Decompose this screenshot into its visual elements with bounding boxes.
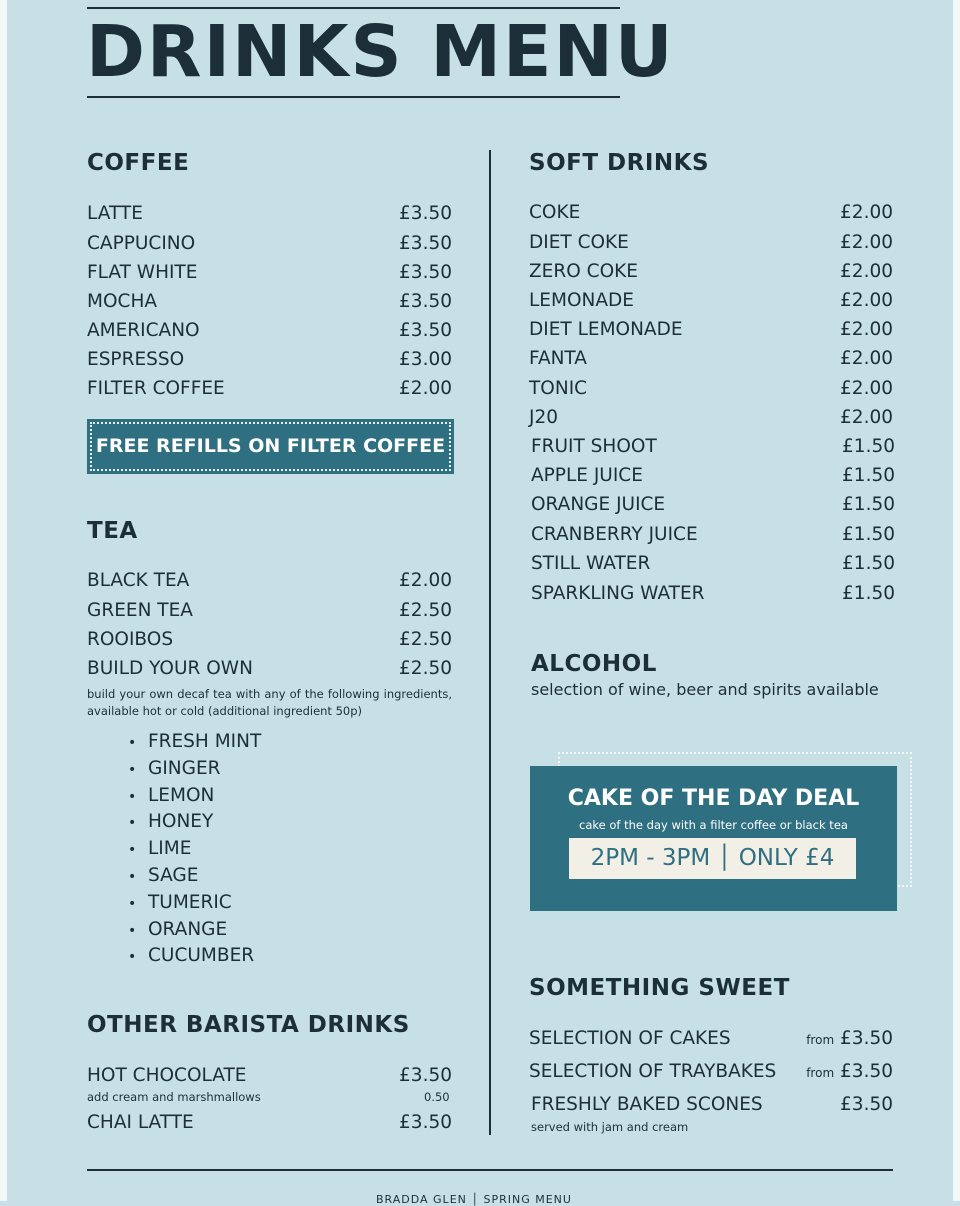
item-name: APPLE JUICE xyxy=(531,465,643,486)
title-rule-top xyxy=(87,7,620,9)
bullet-icon: • xyxy=(128,788,137,805)
ingredient-name: ORANGE xyxy=(148,918,228,940)
ingredient-name: LEMON xyxy=(148,784,215,806)
item-price: £3.50 xyxy=(399,1112,452,1133)
item-price: £3.50 xyxy=(840,1094,893,1115)
item-name: FRESHLY BAKED SCONES xyxy=(531,1094,763,1115)
bullet-icon: • xyxy=(128,842,137,859)
item-name: AMERICANO xyxy=(87,320,200,341)
item-price: £1.50 xyxy=(842,465,895,486)
item-price: £1.50 xyxy=(842,583,895,604)
menu-item xyxy=(531,551,895,577)
menu-item xyxy=(87,318,452,344)
item-name: ROOIBOS xyxy=(87,629,174,650)
item-name: HOT CHOCOLATE xyxy=(87,1065,247,1086)
item-price: £3.50 xyxy=(399,262,452,283)
menu-item xyxy=(87,656,452,682)
bullet-icon: • xyxy=(128,868,137,885)
item-name: DIET COKE xyxy=(529,232,629,253)
hot-chocolate-note: add cream and marshmallows xyxy=(87,1090,261,1104)
menu-item xyxy=(87,289,452,315)
list-item xyxy=(128,783,261,810)
item-name: ZERO COKE xyxy=(529,261,638,282)
menu-item xyxy=(87,201,452,227)
menu-item xyxy=(531,434,895,460)
bullet-icon: • xyxy=(128,949,137,966)
item-price: £2.00 xyxy=(840,407,893,428)
menu-item xyxy=(531,1092,893,1118)
menu-item xyxy=(531,492,895,518)
item-name: J20 xyxy=(529,407,558,428)
ingredient-name: HONEY xyxy=(148,811,214,833)
menu-item xyxy=(531,581,895,607)
hot-chocolate-extra-price: 0.50 xyxy=(424,1090,450,1104)
deal-time-price: 2PM - 3PM │ ONLY £4 xyxy=(569,838,856,879)
item-name: FLAT WHITE xyxy=(87,262,198,283)
item-name: FANTA xyxy=(529,348,587,369)
bullet-icon: • xyxy=(128,735,137,751)
scones-note: served with jam and cream xyxy=(531,1120,689,1134)
deal-title: CAKE OF THE DAY DEAL xyxy=(567,786,860,811)
menu-item xyxy=(531,463,895,489)
item-name: MOCHA xyxy=(87,291,158,312)
bullet-icon: • xyxy=(128,895,137,912)
item-name: ORANGE JUICE xyxy=(531,494,666,515)
item-price: £3.50 xyxy=(840,1061,893,1082)
menu-item xyxy=(529,317,893,343)
menu-item xyxy=(87,347,452,373)
item-name: FILTER COFFEE xyxy=(87,378,225,399)
item-name: SELECTION OF CAKES xyxy=(529,1028,731,1049)
item-price: £2.00 xyxy=(840,261,893,282)
item-price: £2.00 xyxy=(840,202,893,223)
menu-item xyxy=(529,259,893,285)
menu-item xyxy=(87,1110,452,1136)
menu-item xyxy=(531,522,895,548)
item-name: LEMONADE xyxy=(529,290,634,311)
item-price: £3.50 xyxy=(399,320,452,341)
ingredient-list xyxy=(128,729,261,970)
page-edge-right xyxy=(953,0,960,1201)
coffee-heading: COFFEE xyxy=(87,150,190,176)
item-price: £2.50 xyxy=(399,629,452,650)
item-price: £2.00 xyxy=(840,232,893,253)
ingredient-name: CUCUMBER xyxy=(148,945,255,967)
item-name: COKE xyxy=(529,202,581,223)
deal-subtitle: cake of the day with a filter coffee or black tea xyxy=(579,818,848,832)
list-item xyxy=(128,729,261,756)
menu-item xyxy=(529,1026,893,1052)
item-price: £3.50 xyxy=(399,203,452,224)
item-name: GREEN TEA xyxy=(87,600,193,621)
menu-item xyxy=(87,1063,452,1089)
menu-item xyxy=(529,346,893,372)
barista-heading: OTHER BARISTA DRINKS xyxy=(87,1012,410,1038)
menu-item xyxy=(529,230,893,256)
menu-item xyxy=(529,200,893,226)
list-item xyxy=(128,863,261,890)
menu-item xyxy=(529,288,893,314)
item-price: £3.00 xyxy=(399,349,452,370)
tea-heading: TEA xyxy=(87,518,138,544)
item-price: £2.50 xyxy=(399,600,452,621)
ingredient-name: FRESH MINT xyxy=(148,731,262,752)
item-price: £3.50 xyxy=(399,233,452,254)
item-price: £2.00 xyxy=(840,378,893,399)
list-item xyxy=(128,943,261,970)
item-name: STILL WATER xyxy=(531,553,651,574)
title-rule-bottom xyxy=(87,96,620,98)
item-price: £1.50 xyxy=(842,494,895,515)
menu-item xyxy=(529,1059,893,1085)
bullet-icon: • xyxy=(128,815,137,832)
item-name: LATTE xyxy=(87,203,143,224)
menu-item xyxy=(87,568,452,594)
item-name: FRUIT SHOOT xyxy=(531,436,657,457)
item-price: £2.00 xyxy=(840,319,893,340)
bullet-icon: • xyxy=(128,922,137,939)
item-name: CAPPUCINO xyxy=(87,233,196,254)
bullet-icon: • xyxy=(128,761,137,778)
item-name: SPARKLING WATER xyxy=(531,583,705,604)
price-prefix: from xyxy=(806,1033,835,1047)
item-price: £2.50 xyxy=(399,658,452,679)
menu-item xyxy=(87,260,452,286)
item-name: CRANBERRY JUICE xyxy=(531,524,698,545)
menu-item xyxy=(529,405,893,431)
item-price: £2.00 xyxy=(399,378,452,399)
footer-text: BRADDA GLEN │ SPRING MENU xyxy=(376,1193,572,1206)
item-name: ESPRESSO xyxy=(87,349,185,370)
item-price: £1.50 xyxy=(842,436,895,457)
page-edge-left xyxy=(0,0,7,1201)
item-price: £3.50 xyxy=(840,1028,893,1049)
list-item xyxy=(128,756,261,783)
item-price: £3.50 xyxy=(399,1065,452,1086)
ingredient-name: GINGER xyxy=(148,757,221,779)
item-name: CHAI LATTE xyxy=(87,1112,194,1133)
list-item xyxy=(128,890,261,917)
item-price: £2.00 xyxy=(399,570,452,591)
item-name: BLACK TEA xyxy=(87,570,190,591)
ingredient-name: TUMERIC xyxy=(148,891,232,913)
footer-rule xyxy=(87,1169,893,1171)
item-name: SELECTION OF TRAYBAKES xyxy=(529,1061,777,1082)
item-price: £2.00 xyxy=(840,348,893,369)
item-price: £3.50 xyxy=(399,291,452,312)
build-your-own-description: build your own decaf tea with any of the following ingredients, available hot or cold (additional ingredient 50p) xyxy=(87,687,452,718)
price-prefix: from xyxy=(806,1066,835,1080)
list-item xyxy=(128,836,261,863)
menu-item xyxy=(529,376,893,402)
menu-item xyxy=(87,627,452,653)
something-sweet-heading: SOMETHING SWEET xyxy=(529,975,790,1001)
list-item xyxy=(128,917,261,944)
item-name: DIET LEMONADE xyxy=(529,319,683,340)
menu-item xyxy=(87,231,452,257)
item-price: £2.00 xyxy=(840,290,893,311)
item-price: £1.50 xyxy=(842,553,895,574)
menu-item xyxy=(87,598,452,624)
alcohol-heading: ALCOHOL xyxy=(531,651,657,677)
item-name: BUILD YOUR OWN xyxy=(87,658,253,679)
soft-drinks-heading: SOFT DRINKS xyxy=(529,150,710,176)
item-price-with-prefix xyxy=(806,1059,893,1086)
cake-deal-card xyxy=(530,766,897,911)
free-refills-banner xyxy=(87,419,454,474)
item-price-with-prefix xyxy=(806,1026,893,1053)
alcohol-description: selection of wine, beer and spirits available xyxy=(531,680,879,699)
ingredient-name: LIME xyxy=(148,838,192,860)
menu-item xyxy=(87,376,452,402)
column-divider xyxy=(489,150,491,1135)
ingredient-name: SAGE xyxy=(148,864,199,886)
item-name: TONIC xyxy=(529,378,588,399)
menu-title: DRINKS MENU xyxy=(86,10,675,93)
item-price: £1.50 xyxy=(842,524,895,545)
list-item xyxy=(128,809,261,836)
free-refills-text: FREE REFILLS ON FILTER COFFEE xyxy=(90,422,451,471)
